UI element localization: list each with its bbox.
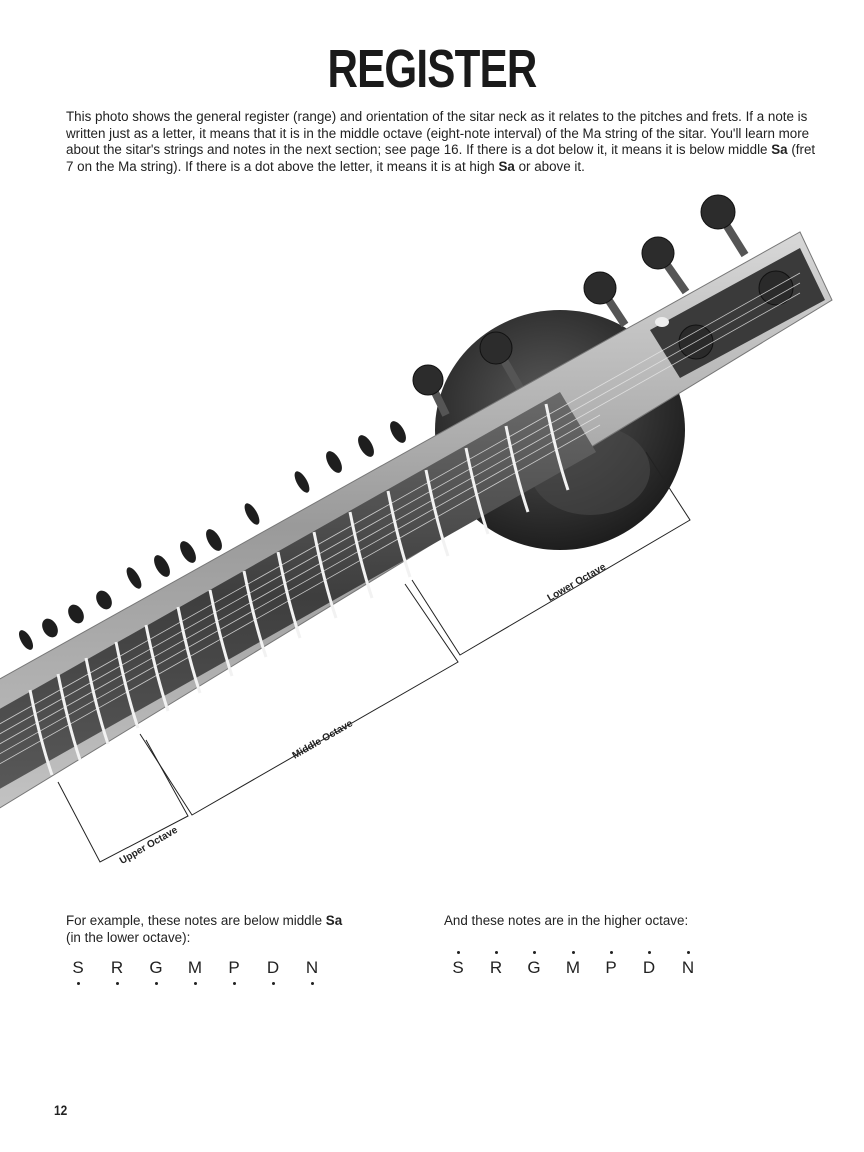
dot-above-icon xyxy=(610,951,613,954)
lower-example-line1: For example, these notes are below middle xyxy=(66,913,326,928)
dot-below-icon xyxy=(311,982,314,985)
note-item: M xyxy=(563,958,583,978)
sitar-neck-photo xyxy=(0,190,864,880)
note-item: N xyxy=(678,958,698,978)
higher-octave-example-text xyxy=(444,912,688,929)
note-item: N xyxy=(302,958,322,978)
note-item: D xyxy=(263,958,283,978)
lower-octave-label: Lower Octave xyxy=(545,561,608,604)
dot-below-icon xyxy=(233,982,236,985)
note-item: S xyxy=(448,958,468,978)
middle-octave-label: Middle Octave xyxy=(290,718,355,762)
note-item: G xyxy=(524,958,544,978)
intro-bold-sa-1: Sa xyxy=(771,142,788,158)
dot-above-icon xyxy=(495,951,498,954)
intro-text-1: This photo shows the general register (range) and orientation of the sitar neck as it relates to the pitches and frets. If a note is written just as a letter, it means that it is in the middle octave (eight-note interval) of the Ma string of the sitar. You'll learn more about the sitar's strings and notes in the next section; see page 16. If there is a dot below it, it means it is below middle xyxy=(66,109,810,158)
intro-bold-sa-2: Sa xyxy=(498,158,515,174)
intro-text-3: or above it. xyxy=(514,158,585,174)
page-number: 12 xyxy=(54,1102,68,1118)
dot-below-icon xyxy=(155,982,158,985)
note-item: P xyxy=(224,958,244,978)
dot-above-icon xyxy=(648,951,651,954)
page-title: REGISTER xyxy=(327,39,537,99)
dot-above-icon xyxy=(687,951,690,954)
note-item: P xyxy=(601,958,621,978)
intro-text-2: (fret 7 on the Ma string). If there is a dot above the letter, it means it is at high xyxy=(66,142,816,174)
lower-example-line2: (in the lower octave): xyxy=(66,930,191,945)
upper-octave-label: Upper Octave xyxy=(117,824,180,867)
dot-above-icon xyxy=(457,951,460,954)
note-item: M xyxy=(185,958,205,978)
dot-below-icon xyxy=(272,982,275,985)
note-item: D xyxy=(639,958,659,978)
dot-below-icon xyxy=(116,982,119,985)
higher-example-line1: And these notes are in the higher octave: xyxy=(444,913,689,928)
dot-below-icon xyxy=(194,982,197,985)
dot-above-icon xyxy=(533,951,536,954)
lower-octave-example-text xyxy=(66,912,342,946)
intro-paragraph xyxy=(66,109,826,175)
note-item: R xyxy=(486,958,506,978)
note-item: G xyxy=(146,958,166,978)
dot-above-icon xyxy=(572,951,575,954)
dot-below-icon xyxy=(77,982,80,985)
note-item: R xyxy=(107,958,127,978)
lower-example-bold-sa: Sa xyxy=(325,913,343,928)
note-item: S xyxy=(68,958,88,978)
